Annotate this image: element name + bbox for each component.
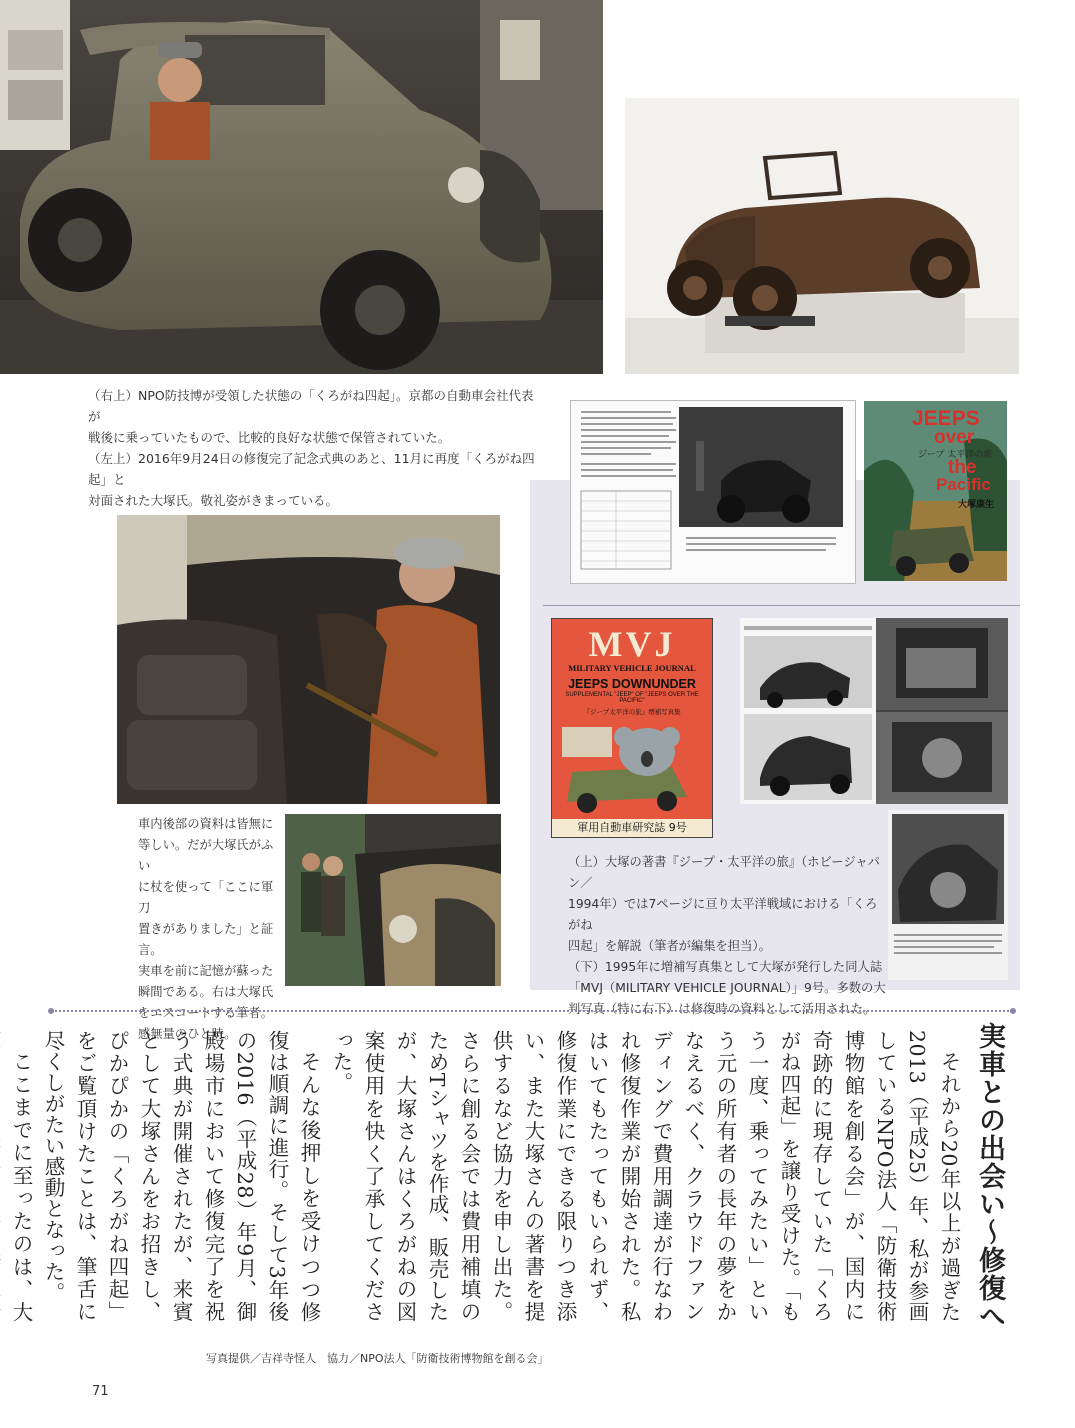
caption-line: 感無量のひと時。	[138, 1027, 237, 1041]
caption-line: 「MVJ（MILITARY VEHICLE JOURNAL）」9号。多数の大	[568, 981, 886, 995]
mvj-title: JEEPS DOWNUNDER	[568, 677, 696, 691]
book-cover-mvj	[551, 618, 713, 838]
article-paragraph: それから20年以上が過ぎた2013（平成25）年、私が参画しているNPO法人「防衛技術博物館を創る会」が、国内に奇跡的に現存していた「くろがね四起」を譲り受けた。「もう一度、乗ってみたい」という元の所有者の長年の夢をかなえるべく、クラウドファンディングで費用調達が行なわれ修復作業が開始された。私はいてもたってもいられず、修復作業にできる限りつき添い、また大塚さんの著書を提供するなど協力を申し出た。さらに創る会では費用補填のためTシャツを作成、販売したが、大塚さんはくろがねの図案使用を快く了承してくださった。	[329, 1030, 961, 1322]
caption-line: （左上）2016年9月24日の修復完了記念式典のあと、11月に再度「くろがね四起」と	[88, 451, 535, 487]
caption-line: 実車を前に記憶が蘇った	[138, 964, 274, 978]
caption-line: 戦後に乗っていたもので、比較的良好な状態で保管されていた。	[88, 430, 451, 445]
caption-line: 1994年）では7ページに亘り太平洋戦域における「くろがね	[568, 897, 878, 932]
caption-line: をエスコートする筆者。	[138, 1006, 273, 1020]
caption-top-photos	[88, 385, 538, 511]
mvj-logo: MVJ	[588, 624, 676, 664]
cover-author: 大塚康生	[958, 500, 995, 510]
separator-dot-left	[48, 1008, 54, 1014]
mvj-footer: 軍用自動車研究誌 9号	[552, 819, 712, 837]
book-spread-illustration	[571, 401, 855, 583]
photo-credits: 写真提供／吉祥寺怪人 協力／NPO法人「防衛技術博物館を創る会」	[206, 1352, 549, 1365]
restored-car-illustration	[0, 0, 603, 374]
photo-car-interior-cane	[117, 515, 500, 804]
article-paragraph: そんな後押しを受けつつ修復は順調に進行。そして3年後の2016（平成28）年9月、御殿場市において修復完了を祝う式典が開催されたが、来賓として大塚さんをお招きし、ぴかぴかの「くろがね四起」をご覧頂けたことは、筆舌に尽くしがたい感動となった。	[41, 1030, 321, 1322]
engine-bay-illustration	[876, 618, 1008, 804]
caption-line: （上）大塚の著書『ジープ・太平洋の旅』（ホビージャパン／	[568, 855, 880, 890]
interior-illustration	[117, 515, 500, 804]
cover-title-line4: Pacific	[936, 475, 991, 494]
caption-line: 四起」を解説（筆者が編集を担当）。	[568, 939, 771, 953]
photo-mvj-large	[888, 810, 1008, 980]
photo-escort	[285, 814, 501, 986]
caption-line: 置きがありました」と証言。	[138, 922, 274, 957]
article-separator	[52, 1010, 1012, 1012]
mvj-journal-name: MILITARY VEHICLE JOURNAL	[568, 663, 696, 673]
caption-books	[568, 852, 888, 1020]
caption-line: 車内後部の資料は皆無に	[138, 817, 274, 831]
books-divider	[543, 605, 1020, 606]
rusted-car-illustration	[625, 98, 1019, 374]
caption-line: 瞬間である。右は大塚氏	[138, 985, 274, 999]
caption-line: 判写真（特に右下）は修復時の資料として活用された。	[568, 1002, 876, 1016]
cover-title-line2: over	[934, 427, 975, 448]
mvj-jp-subtitle: 『ジープ太平洋の旅』増補写真集	[583, 708, 681, 716]
caption-line: （右上）NPO防技博が受領した状態の「くろがね四起」。京都の自動車会社代表が	[88, 388, 534, 424]
mvj-subtitle: SUPPLEMENTAL "JEEP" OF "JEEPS OVER THE PACIFIC"	[565, 692, 699, 704]
separator-dot-right	[1010, 1008, 1016, 1014]
photo-mvj-pages	[740, 618, 876, 804]
cover-title-line3: the	[948, 457, 977, 478]
escort-illustration	[285, 814, 501, 986]
page-number: 71	[92, 1384, 109, 1399]
cover-title-line1: JEEPS	[912, 407, 980, 430]
article-body	[9, 1030, 965, 1322]
book-cover-jeeps-over-pacific	[864, 401, 1007, 581]
cover-subtitle: ジープ 太平洋の旅	[918, 450, 993, 460]
photo-book-spread	[571, 401, 855, 583]
photo-rusted-car	[625, 98, 1019, 374]
photo-restored-car-salute	[0, 0, 603, 374]
caption-line: （下）1995年に増補写真集として大塚が発行した同人誌	[568, 960, 883, 974]
article-heading: 実車との出会い〜修復へ	[974, 1022, 1005, 1330]
caption-line: 対面された大塚氏。敬礼姿がきまっている。	[88, 493, 339, 508]
photo-mvj-engine	[876, 618, 1008, 804]
mvj-large-photo-illustration	[888, 810, 1008, 980]
koala-jeep-illustration	[552, 717, 712, 817]
caption-line: に杖を使って「ここに軍刀	[138, 880, 274, 915]
mvj-page-left-illustration	[740, 618, 876, 804]
caption-line: 等しい。だが大塚氏がふい	[138, 838, 274, 873]
article-paragraph: ここまでに至ったのは、大	[9, 1050, 33, 1322]
